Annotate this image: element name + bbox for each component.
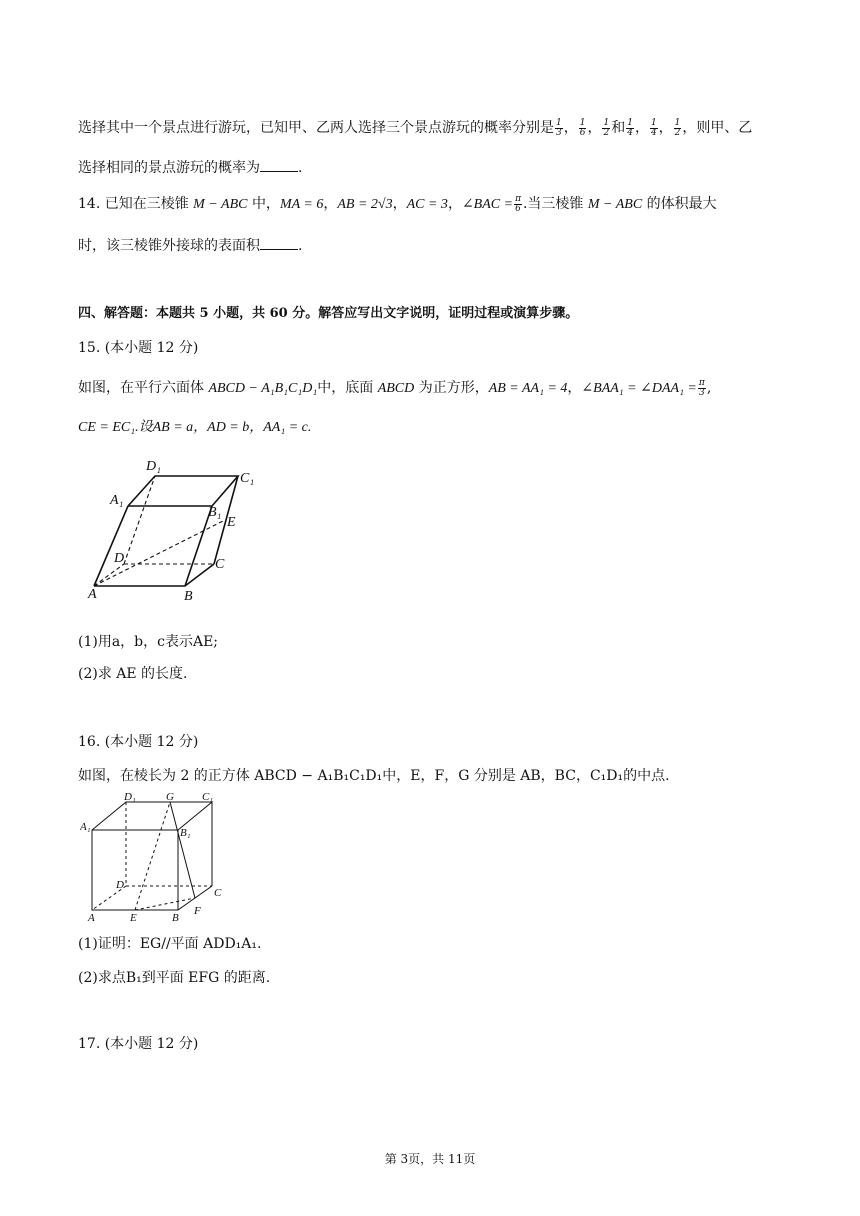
fraction-1-3: $\frac{1}{3}$ (556, 117, 562, 138)
q15-text-a: 如图，在平行六面体 (78, 380, 204, 396)
q15-text-c: 为正方形， (418, 380, 489, 396)
q14-line-1: 14. 已知在三棱锥 M − ABC 中，MA = 6，AB = 2√3，AC = 3，∠BAC = $\frac{\pi}{6}$ .当三棱锥 M − ABC 的体积最大 (78, 193, 717, 214)
section-title: 四、解答题：本题共 5 小题，共 60 分。解答应写出文字说明，证明过程或演算步骤。 (78, 306, 579, 321)
q15-line-2: CE = EC₁.设AB = a，AD = b，AA₁ = c. (78, 420, 312, 435)
q14-question: 时，该三棱锥外接球的表面积 (78, 238, 260, 254)
label-c: C (214, 887, 222, 899)
label-e: E (130, 912, 137, 922)
label-c1: C₁ (202, 791, 214, 803)
label-b1: B₁ (180, 827, 191, 839)
q13-question: 选择相同的景点游玩的概率为 (78, 160, 260, 176)
label-a1: A₁ (80, 821, 91, 833)
label-b: B (172, 912, 179, 922)
q15-solid: ABCD − A₁B₁C₁D₁ (208, 381, 318, 396)
edge-ab-bc (94, 564, 214, 586)
answer-blank (260, 237, 298, 250)
answer-blank (260, 159, 298, 172)
top-face (92, 802, 212, 830)
q15-part-2: (2)求 AE 的长度. (78, 666, 188, 682)
q15-eq2: ∠BAA₁ = ∠DAA₁ = (581, 381, 697, 396)
q14-pyramid-2: M − ABC (587, 197, 643, 212)
label-b: B (184, 589, 193, 604)
cube-figure (80, 790, 230, 922)
q14-text-a: 已知在三棱锥 (104, 196, 189, 212)
parallelepiped-figure (80, 452, 270, 604)
q15-part-1: (1)用a，b，c表示AE; (78, 634, 219, 650)
q14-text-c: .当三棱锥 (522, 196, 584, 212)
q17-header: 17. (本小题 12 分) (78, 1036, 199, 1052)
q15-eq1: AB = AA₁ = 4 (488, 381, 568, 396)
label-e: E (227, 515, 236, 530)
fraction-1-6: $\frac{1}{6}$ (579, 117, 586, 138)
label-a1: A₁ (110, 493, 124, 508)
fraction-pi-3: $\frac{\pi}{3}$ (698, 377, 705, 398)
q15-text-b: 中，底面 (317, 380, 374, 396)
q13-line-1: 选择其中一个景点进行游玩，已知甲、乙两人选择三个景点游玩的概率分别是 $\frac{1}{3}$ ， $\frac{1}{6}$ ， $\frac{1}{2}$ 和 $\frac{1}{4}$ ， $\frac{1}{4}$ ， $\frac{1}{2}$ ，则甲、乙 (78, 117, 753, 138)
page-footer: 第 3页，共 11页 (384, 1152, 476, 1166)
label-d1: D₁ (146, 459, 161, 474)
label-d: D (114, 551, 125, 566)
q14-ac: AC = 3 (406, 197, 448, 212)
label-c1: C₁ (240, 471, 255, 486)
fraction-pi-6: $\frac{\pi}{6}$ (515, 193, 521, 214)
q15-line-1: 如图，在平行六面体 ABCD − A₁B₁C₁D₁中，底面 ABCD 为正方形，AB = AA₁ = 4，∠BAA₁ = ∠DAA₁ = $\frac{\pi}{3}$ , (78, 377, 712, 398)
q14-ma: MA = 6 (279, 197, 324, 212)
q16-part-2: (2)求点B₁到平面 EFG 的距离. (78, 970, 271, 986)
q14-ab: AB = 2√3 (337, 197, 393, 212)
q16-line-1: 如图，在棱长为 2 的正方体 ABCD − A₁B₁C₁D₁中，E，F，G 分别是 AB，BC，C₁D₁的中点. (78, 768, 670, 784)
q15-header: 15. (本小题 12 分) (78, 340, 199, 356)
label-g: G (166, 791, 174, 803)
q14-angle: ∠BAC = (461, 197, 514, 212)
q14-pyramid: M − ABC (193, 197, 248, 212)
label-c: C (215, 557, 225, 572)
label-d: D (116, 879, 124, 891)
label-f: F (194, 905, 201, 917)
fraction-1-2b: $\frac{1}{2}$ (674, 117, 681, 138)
edge-a-a1 (94, 506, 128, 586)
label-b1: B₁ (208, 505, 222, 520)
segment-eg (135, 802, 170, 910)
q13-line-2: 选择相同的景点游玩的概率为 . (78, 160, 303, 176)
q15-base: ABCD (377, 381, 415, 396)
q14-text-d: 的体积最大 (646, 196, 717, 212)
q13-text-end: ，则甲、乙 (682, 120, 753, 136)
q14-text-b: 中， (251, 196, 280, 212)
q16-part-1: (1)证明：EG//平面 ADD₁A₁. (78, 936, 262, 952)
and-text: 和 (611, 120, 626, 136)
front-face (92, 830, 178, 910)
label-a: A (88, 587, 97, 602)
segment-gf (170, 802, 195, 898)
fraction-1-4b: $\frac{1}{4}$ (650, 117, 657, 138)
q16-header: 16. (本小题 12 分) (78, 734, 199, 750)
fraction-1-4: $\frac{1}{4}$ (627, 117, 633, 138)
edge-d-d1 (124, 476, 155, 564)
top-face (128, 476, 238, 506)
label-a: A (88, 912, 95, 922)
fraction-1-2: $\frac{1}{2}$ (603, 117, 610, 138)
q13-text: 选择其中一个景点进行游玩，已知甲、乙两人选择三个景点游玩的概率分别是 (78, 120, 554, 136)
label-d1: D₁ (124, 791, 136, 803)
q14-number: 14. (78, 196, 101, 212)
q14-line-2: 时，该三棱锥外接球的表面积 . (78, 238, 303, 254)
